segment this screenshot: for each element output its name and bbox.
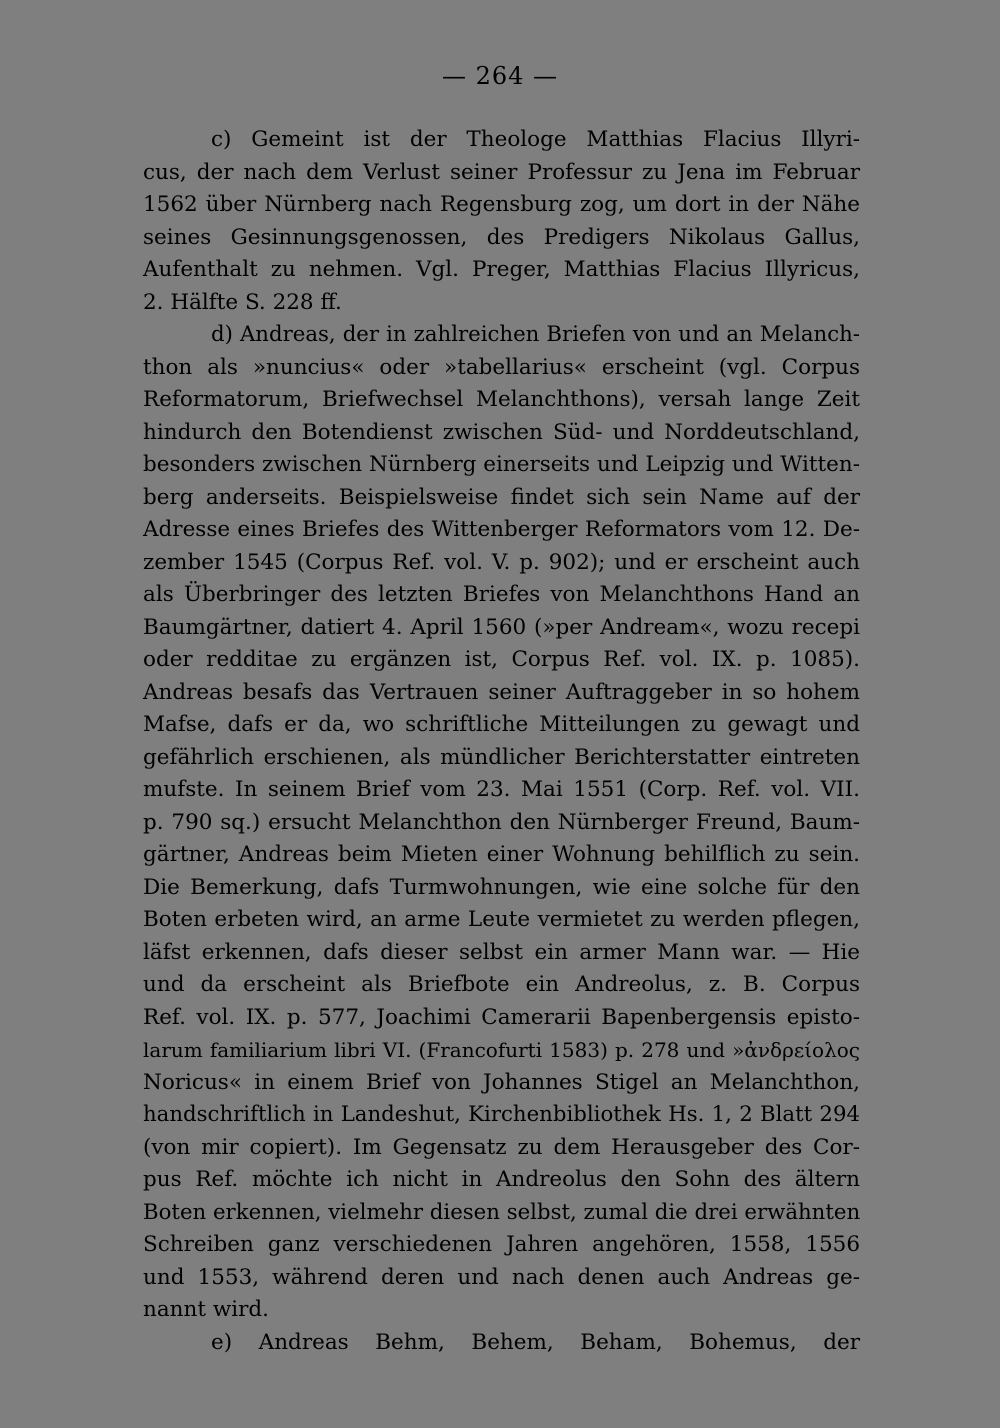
text-line: Adresse eines Briefes des Wittenberger Reformators vom 12. De- [143, 517, 860, 542]
text-line: und 1553, während deren und nach denen auch Andreas ge- [143, 1264, 860, 1290]
text-line: Andreas besafs das Vertrauen seiner Auftraggeber in so hohem [143, 679, 860, 705]
text-line: Die Bemerkung, dafs Turmwohnungen, wie eine solche für den [143, 874, 860, 900]
text-line: nannt wird. [143, 1297, 269, 1322]
text-line: läfst erkennen, dafs dieser selbst ein armer Mann war. — Hie [143, 939, 860, 965]
text-line: Schreiben ganz verschiedenen Jahren angehören, 1558, 1556 [143, 1232, 860, 1257]
text-line: pus Ref. möchte ich nicht in Andreolus den Sohn des ältern [143, 1167, 860, 1192]
text-line: Aufenthalt zu nehmen. Vgl. Preger, Matthias Flacius Illyricus, [143, 257, 860, 282]
paragraph-c [143, 124, 860, 319]
paragraph-d [143, 319, 860, 1327]
paragraph-e [143, 1327, 860, 1360]
text-line: handschriftlich in Landeshut, Kirchenbibliothek Hs. 1, 2 Blatt 294 [143, 1102, 860, 1127]
text-line: zember 1545 (Corpus Ref. vol. V. p. 902); und er erscheint auch [143, 549, 860, 575]
text-line: gärtner, Andreas beim Mieten einer Wohnung behilflich zu sein. [143, 842, 860, 867]
text-line: 2. Hälfte S. 228 ff. [143, 289, 342, 315]
text-line: und da erscheint als Briefbote ein Andreolus, z. B. Corpus [143, 972, 860, 997]
text-line: Mafse, dafs er da, wo schriftliche Mitteilungen zu gewagt und [143, 712, 860, 737]
text-line: mufste. In seinem Brief vom 23. Mai 1551 (Corp. Ref. vol. VII. [143, 777, 860, 802]
text-line: p. 790 sq.) ersucht Melanchthon den Nürnberger Freund, Baum- [143, 809, 860, 835]
text-line: Boten erbeten wird, an arme Leute vermietet zu werden pflegen, [143, 907, 860, 932]
body-text [143, 124, 860, 1359]
text-line: 1562 über Nürnberg nach Regensburg zog, um dort in der Nähe [143, 192, 860, 217]
text-line: als Überbringer des letzten Briefes von Melanchthons Hand an [143, 582, 860, 607]
text-line: c) Gemeint ist der Theologe Matthias Flacius Illyri- [211, 127, 860, 152]
text-line: thon als »nuncius« oder »tabellarius« erscheint (vgl. Corpus [143, 354, 860, 380]
text-line: Ref. vol. IX. p. 577, Joachimi Camerarii Bapenbergensis episto- [143, 1004, 860, 1030]
text-line: e) Andreas Behm, Behem, Beham, Bohemus, der [211, 1329, 860, 1355]
text-line: Noricus« in einem Brief von Johannes Stigel an Melanchthon, [143, 1069, 860, 1095]
text-line: besonders zwischen Nürnberg einerseits und Leipzig und Witten- [143, 452, 860, 477]
text-line: berg anderseits. Beispielsweise findet sich sein Name auf der [143, 484, 860, 510]
text-line: gefährlich erschienen, als mündlicher Berichterstatter eintreten [143, 744, 860, 770]
text-line: larum familiarium libri VI. (Francofurti 1583) p. 278 und »ἀνδρείολος [143, 1038, 860, 1062]
text-line: seines Gesinnungsgenossen, des Predigers Nikolaus Gallus, [143, 224, 860, 250]
text-line: cus, der nach dem Verlust seiner Professur zu Jena im Februar [143, 159, 860, 185]
text-line: oder redditae zu ergänzen ist, Corpus Ref. vol. IX. p. 1085). [143, 647, 860, 672]
text-line: Boten erkennen, vielmehr diesen selbst, zumal die drei erwähnten [143, 1199, 861, 1225]
text-line: Baumgärtner, datiert 4. April 1560 (»per Andream«, wozu recepi [143, 614, 860, 640]
text-line: hindurch den Botendienst zwischen Süd- und Norddeutschland, [143, 419, 860, 445]
text-line: (von mir copiert). Im Gegensatz zu dem Herausgeber des Cor- [143, 1134, 860, 1160]
page-number: — 264 — [441, 62, 559, 90]
text-line: d) Andreas, der in zahlreichen Briefen von und an Melanch- [211, 322, 860, 347]
text-line: Reformatorum, Briefwechsel Melanchthons), versah lange Zeit [143, 387, 860, 412]
